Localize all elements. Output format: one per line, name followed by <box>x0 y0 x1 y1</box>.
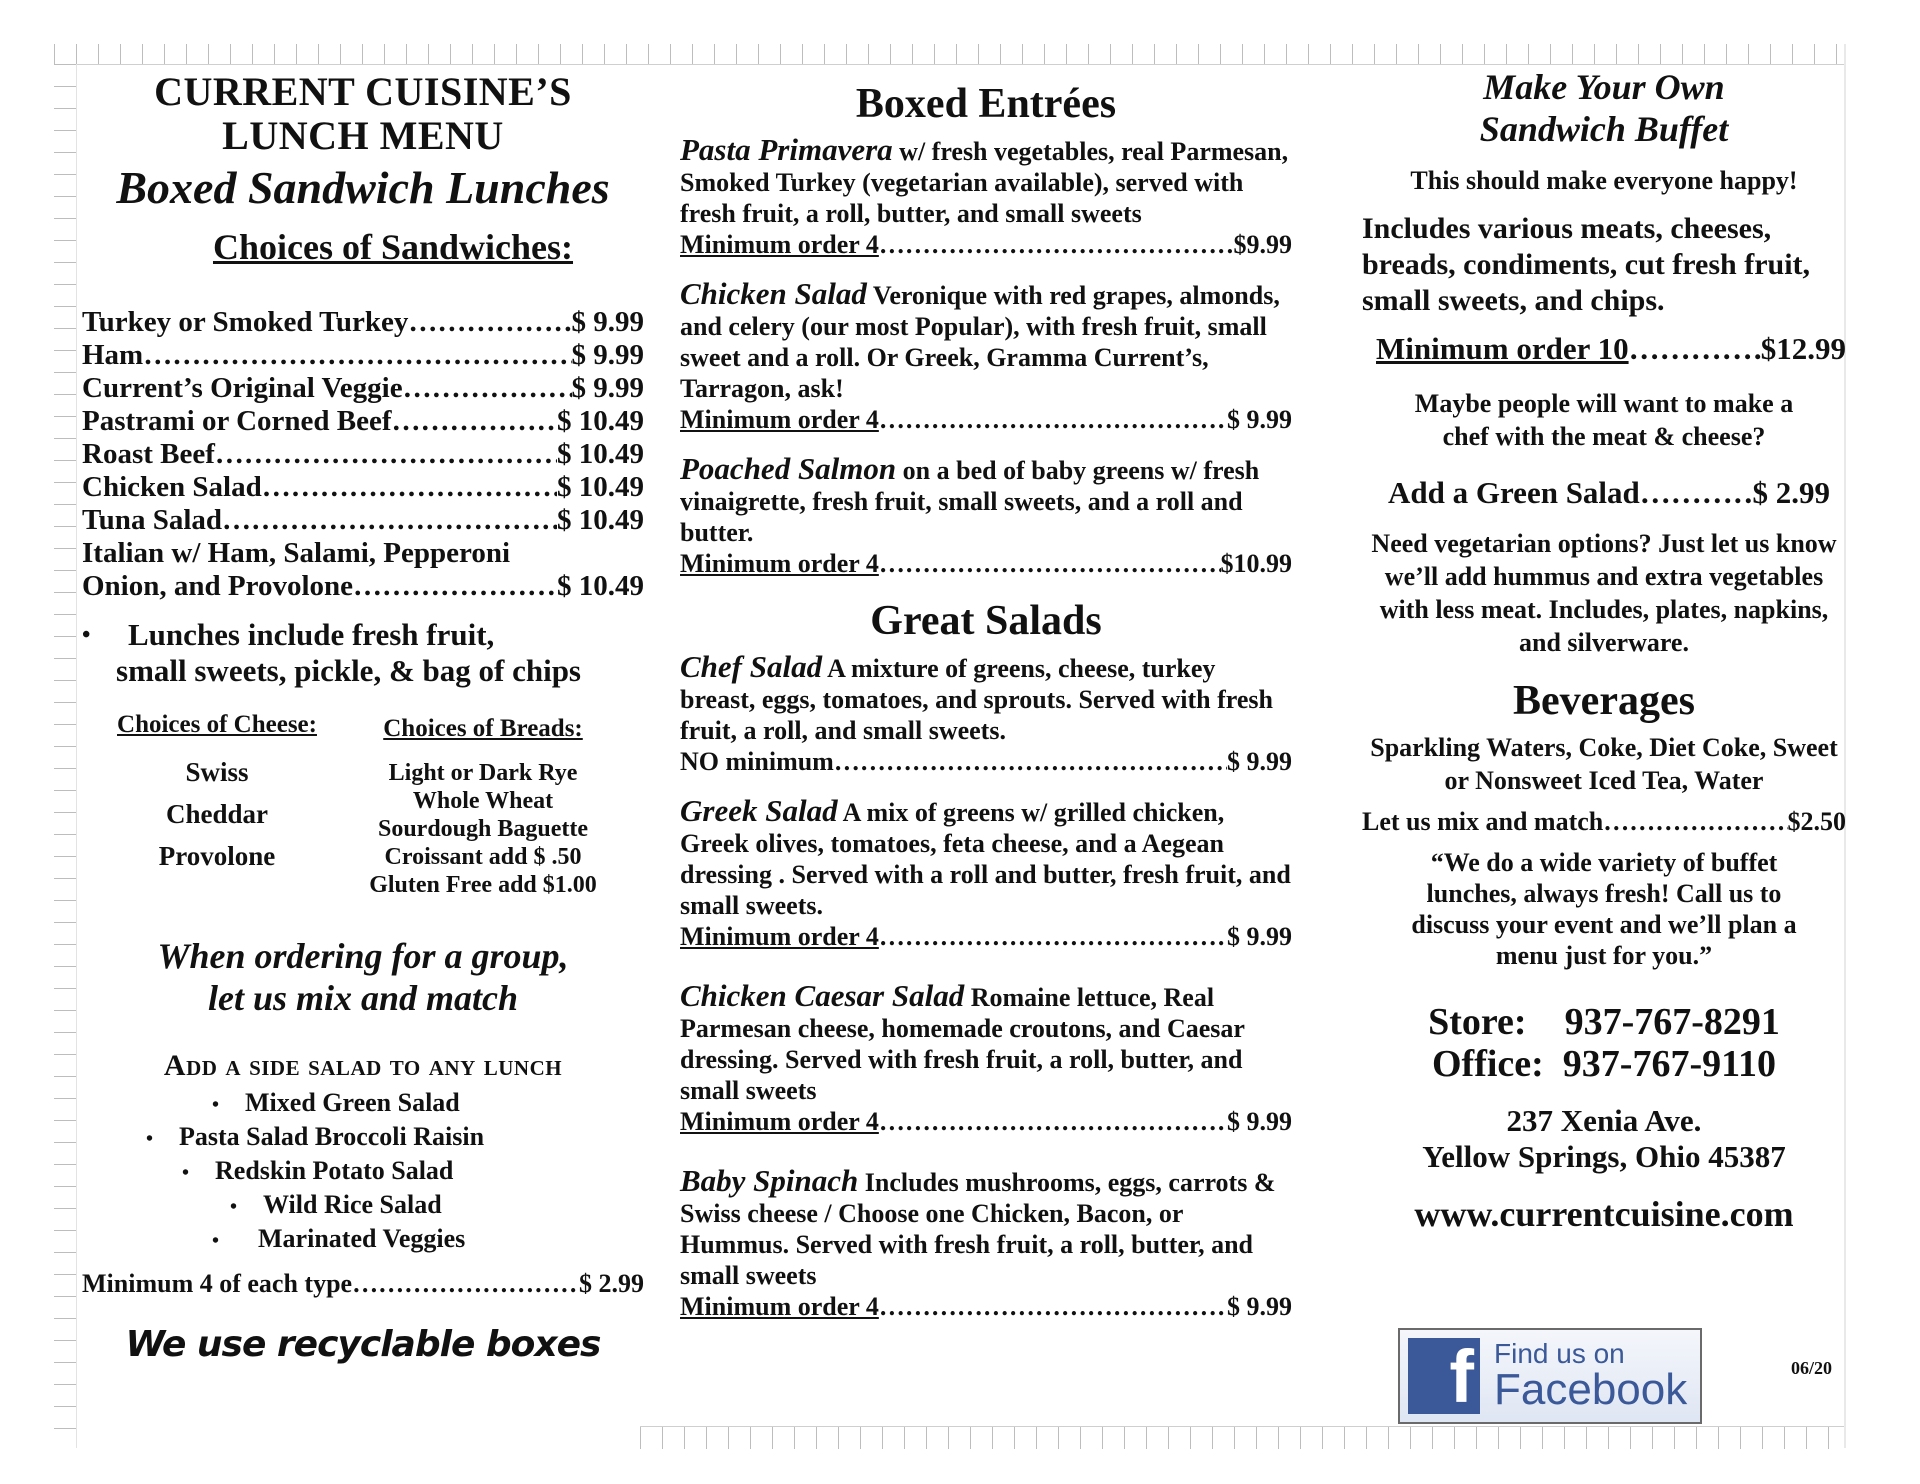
vegetarian-note: Need vegetarian options? Just let us know we’ll add hummus and extra vegetables with less meat. Includes, plates, napkins, and silverware. <box>1371 529 1837 657</box>
facebook-icon: f <box>1408 1338 1480 1414</box>
side-salad-list <box>82 1087 644 1257</box>
bread-item: Whole Wheat <box>412 788 554 814</box>
entree-item: Poached Salmon on a bed of baby greens w/ fresh vinaigrette, fresh fruit, small sweets, and a roll and butter. Minimum order 4 ……………………………………………………………………… $10.99 <box>680 453 1292 579</box>
entrees-heading: Boxed Entrées <box>855 81 1117 127</box>
buffet-title-line2: Sandwich Buffet <box>1479 109 1729 149</box>
facebook-badge[interactable]: f Find us on Facebook <box>1398 1328 1702 1424</box>
buffet-quote: “We do a wide variety of buffet lunches, always fresh! Call us to discuss your event and we’ll plan a menu just for you.” <box>1411 848 1797 970</box>
recyclable-note: We use recyclable boxes <box>125 1324 601 1365</box>
phone-block <box>1362 1001 1846 1085</box>
salad-item: Baby Spinach Includes mushrooms, eggs, carrots & Swiss cheese / Choose one Chicken, Bacon, or Hummus. Served with fresh fruit, a roll, butter, and small sweets Minimum order 4 ……………………………………………………………………… $ 9.99 <box>680 1165 1292 1322</box>
cheese-item: Cheddar <box>165 799 268 829</box>
cheese-item: Provolone <box>158 841 276 871</box>
salad-item: Chicken Caesar Salad Romaine lettuce, Real Parmesan cheese, homemade croutons, and Caesar dressing. Served with fresh fruit, a roll, butter, and small sweets Minimum order 4 ……………………………………………………………………… $ 9.99 <box>680 980 1292 1137</box>
date-code: 06/20 <box>1791 1358 1833 1378</box>
menu-title-line2: LUNCH MENU <box>222 113 504 158</box>
middle-column <box>680 80 1292 1340</box>
right-column <box>1362 66 1846 1235</box>
bread-item: Light or Dark Rye <box>388 760 578 786</box>
cheese-bread-section <box>82 711 644 899</box>
group-order-note: When ordering for a group, let us mix and match <box>157 936 569 1018</box>
sandwich-row: Pastrami or Corned Beef …………………………………………………………………………… $ 10.49 <box>82 405 644 438</box>
address-block: 237 Xenia Ave. Yellow Springs, Ohio 45387 <box>1422 1103 1786 1174</box>
bread-heading: Choices of Breads: <box>383 715 583 742</box>
happy-note: This should make everyone happy! <box>1410 166 1798 195</box>
website-link[interactable]: www.currentcuisine.com <box>1414 1194 1794 1234</box>
sandwich-row: Onion, and Provolone …………………………………………………………………………… $ 10.49 <box>82 570 644 603</box>
sandwich-row: Tuna Salad …………………………………………………………………………… $ 10.49 <box>82 504 644 537</box>
green-salad-row: Add a Green Salad ……………………………………………… $ 2.99 <box>1388 475 1830 511</box>
sandwich-row: Current’s Original Veggie …………………………………………………………………………… $ 9.99 <box>82 372 644 405</box>
bread-item: Gluten Free add $1.00 <box>369 872 597 898</box>
sandwich-row: Ham …………………………………………………………………………… $ 9.99 <box>82 339 644 372</box>
boxed-sandwich-heading: Boxed Sandwich Lunches <box>116 162 610 213</box>
sandwich-row: Chicken Salad …………………………………………………………………………… $ 10.49 <box>82 471 644 504</box>
salad-item: Chef Salad A mixture of greens, cheese, turkey breast, eggs, tomatoes, and sprouts. Served with fresh fruit, a roll, and small sweets. NO minimum ……………………………………………………………………… $ 9.99 <box>680 651 1292 777</box>
entree-item: Pasta Primavera w/ fresh vegetables, real Parmesan, Smoked Turkey (vegetarian available), served with fresh fruit, a roll, butter, and small sweets Minimum order 4 ……………………………………………………………………… $9.99 <box>680 134 1292 260</box>
chef-note: Maybe people will want to make a chef with the meat & cheese? <box>1414 389 1794 451</box>
sandwich-row: Roast Beef …………………………………………………………………………… $ 10.49 <box>82 438 644 471</box>
menu-title-line1: CURRENT CUISINE’S <box>154 69 572 114</box>
list-item: • Wild Rice Salad <box>230 1190 442 1219</box>
left-border-ticks <box>54 64 77 1448</box>
entree-item: Chicken Salad Veronique with red grapes, almonds, and celery (our most Popular), with fresh fruit, small sweet and a roll. Or Greek, Gramma Current’s, Tarragon, ask! Minimum order 4 ……………………………………………………………………… $ 9.99 <box>680 278 1292 435</box>
buffet-includes: Includes various meats, cheeses, breads, condiments, cut fresh fruit, small sweets, and chips. <box>1362 212 1811 317</box>
list-item: • Pasta Salad Broccoli Raisin <box>146 1122 485 1151</box>
min-each-row: Minimum 4 of each type …………………………………………………………………………… $ 2.99 <box>82 1267 644 1300</box>
min10-row: Minimum order 10 ……………………………………………… $12.99 <box>1376 331 1846 367</box>
sandwich-list <box>82 306 644 603</box>
lunch-includes-note: • Lunches include fresh fruit, small sweets, pickle, & bag of chips <box>82 617 581 688</box>
buffet-title-line1: Make Your Own <box>1483 67 1725 107</box>
side-salad-heading: Add a side salad to any lunch <box>163 1049 563 1082</box>
store-phone: Store: 937-767-8291 <box>1428 1001 1780 1043</box>
cheese-heading: Choices of Cheese: <box>117 711 317 738</box>
office-phone: Office: 937-767-9110 <box>1431 1043 1777 1085</box>
list-item: • Mixed Green Salad <box>212 1088 460 1117</box>
list-item: • Redskin Potato Salad <box>182 1156 454 1185</box>
sandwich-row: Turkey or Smoked Turkey …………………………………………………………………………… $ 9.99 <box>82 306 644 339</box>
cheese-choices <box>82 711 352 899</box>
sandwich-row: Italian w/ Ham, Salami, Pepperoni <box>82 537 511 569</box>
cheese-item: Swiss <box>185 757 249 787</box>
bullet-icon: • <box>82 622 91 648</box>
salads-heading: Great Salads <box>870 598 1102 644</box>
sandwich-choices-heading: Choices of Sandwiches: <box>212 227 574 267</box>
bread-item: Sourdough Baguette <box>377 816 589 842</box>
left-column <box>82 70 644 1365</box>
beverages-heading: Beverages <box>1513 678 1695 724</box>
mix-match-row: Let us mix and match ……………………………………………… $2.50 <box>1362 807 1846 837</box>
beverages-list: Sparkling Waters, Coke, Diet Coke, Sweet or Nonsweet Iced Tea, Water <box>1370 733 1838 795</box>
salad-item: Greek Salad A mix of greens w/ grilled chicken, Greek olives, tomatoes, feta cheese, and a Aegean dressing . Served with a roll and butter, fresh fruit, and small sweets. Minimum order 4 ……………………………………………………………………… $ 9.99 <box>680 795 1292 952</box>
bread-choices <box>352 711 614 899</box>
bottom-border-ticks <box>640 1426 1844 1449</box>
list-item: • Marinated Veggies <box>212 1224 466 1253</box>
bread-item: Croissant add $ .50 <box>384 844 582 870</box>
top-border-ticks <box>54 44 1844 65</box>
